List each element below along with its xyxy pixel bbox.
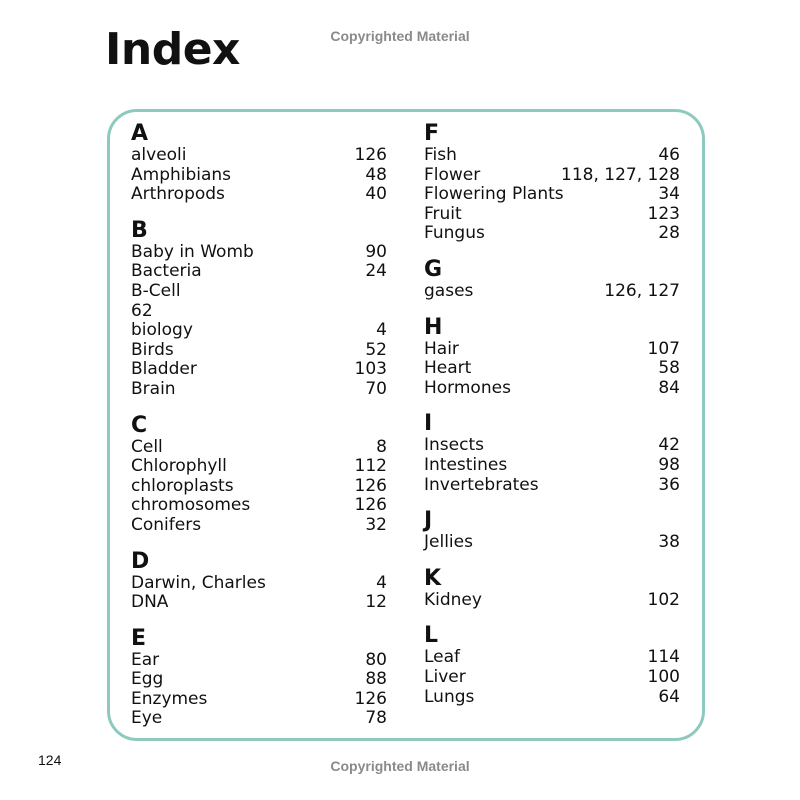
entry-term: Fruit (424, 203, 462, 224)
entry-term: Jellies (424, 532, 473, 553)
entry-pages: 112 (354, 456, 387, 477)
index-entry (424, 648, 680, 668)
index-entry (131, 380, 387, 400)
entry-term: Arthropods (131, 184, 225, 205)
entry-term: Baby in Womb (131, 241, 254, 262)
index-entry (131, 574, 387, 594)
index-entry (424, 185, 680, 205)
entry-pages: 102 (647, 589, 680, 610)
index-entry (424, 340, 680, 360)
index-entry (424, 688, 680, 708)
entry-pages: 103 (354, 359, 387, 380)
index-entry (424, 591, 680, 611)
index-entry (424, 224, 680, 244)
index-section (424, 624, 680, 707)
entry-term: Invertebrates (424, 474, 539, 495)
entry-term: Brain (131, 378, 176, 399)
entry-pages: 80 (365, 649, 387, 670)
entry-pages: 98 (658, 454, 680, 475)
entry-term: alveoli (131, 145, 187, 165)
entry-pages: 70 (365, 378, 387, 399)
index-entry (131, 516, 387, 536)
entry-pages: 12 (365, 592, 387, 613)
section-letter: B (131, 217, 148, 243)
entry-pages: 126 (354, 495, 387, 516)
entry-term: Leaf (424, 647, 461, 668)
index-entry (424, 456, 680, 476)
index-entry (131, 321, 387, 341)
index-section (424, 316, 680, 399)
entry-pages: 90 (365, 241, 387, 262)
index-entry (424, 166, 680, 186)
page-number: 124 (38, 752, 62, 768)
entry-term: Intestines (424, 454, 508, 475)
entry-term: Ear (131, 649, 160, 670)
index-section (131, 550, 387, 613)
entry-term: chromosomes (131, 495, 251, 516)
entry-pages: 126, 127 (604, 280, 680, 301)
index-column-left (131, 122, 387, 743)
index-section (131, 627, 387, 729)
entry-pages: 28 (658, 223, 680, 244)
entry-pages: 88 (365, 669, 387, 690)
section-letter: K (424, 565, 442, 591)
entry-term: Bacteria (131, 261, 202, 282)
entry-pages: 24 (365, 261, 387, 282)
section-letter: A (131, 121, 149, 146)
index-entry (131, 496, 387, 516)
index-entry (131, 341, 387, 361)
index-entry (131, 282, 387, 302)
entry-term: Lungs (424, 686, 475, 707)
entry-term: Egg (131, 669, 164, 690)
index-entry (424, 205, 680, 225)
entry-term: DNA (131, 592, 169, 613)
index-section (131, 414, 387, 536)
entry-pages: 107 (647, 338, 680, 359)
index-entry (424, 379, 680, 399)
entry-pages: 48 (365, 164, 387, 185)
index-section (424, 567, 680, 611)
entry-pages: 8 (376, 436, 387, 457)
entry-pages: 126 (354, 688, 387, 709)
entry-pages: 114 (647, 647, 680, 668)
index-entry (131, 457, 387, 477)
section-letter: G (424, 256, 443, 282)
entry-term: Insects (424, 435, 484, 456)
index-entry (424, 436, 680, 456)
entry-pages: 84 (658, 377, 680, 398)
entry-term: gases (424, 280, 474, 301)
index-entry (424, 359, 680, 379)
entry-term: Kidney (424, 589, 482, 610)
entry-term: 62 (131, 300, 153, 321)
index-entry (131, 438, 387, 458)
entry-term: Chlorophyll (131, 456, 227, 477)
section-letter: F (424, 121, 440, 146)
section-letter: J (424, 508, 433, 534)
index-entry (131, 360, 387, 380)
section-letter: D (131, 548, 150, 574)
entry-term: Cell (131, 436, 163, 457)
section-letter: C (131, 412, 148, 438)
entry-pages: 123 (647, 203, 680, 224)
entry-pages: 4 (376, 320, 387, 341)
entry-term: Eye (131, 708, 163, 729)
section-letter: H (424, 314, 443, 340)
entry-term: biology (131, 320, 193, 341)
index-entry (131, 302, 387, 322)
section-letter: L (424, 623, 439, 649)
index-entry (131, 593, 387, 613)
entry-term: Fungus (424, 223, 485, 244)
entry-pages: 52 (365, 339, 387, 360)
entry-term: Flowering Plants (424, 184, 564, 205)
index-entry (131, 185, 387, 205)
index-section (131, 219, 387, 400)
entry-pages: 58 (658, 358, 680, 379)
page-title: Index (105, 24, 240, 75)
entry-pages: 100 (647, 666, 680, 687)
entry-pages: 36 (658, 474, 680, 495)
index-entry (424, 533, 680, 553)
index-section (424, 509, 680, 553)
entry-term: Amphibians (131, 164, 232, 185)
index-section (424, 412, 680, 495)
entry-term: Flower (424, 164, 481, 185)
entry-pages: 46 (658, 145, 680, 165)
index-entry (131, 690, 387, 710)
index-entry (131, 670, 387, 690)
entry-term: Liver (424, 666, 466, 687)
index-section (424, 258, 680, 302)
entry-pages: 42 (658, 435, 680, 456)
index-entry (131, 243, 387, 263)
entry-term: Conifers (131, 514, 202, 535)
entry-term: Birds (131, 339, 174, 360)
entry-term: Heart (424, 358, 472, 379)
entry-term: chloroplasts (131, 475, 234, 496)
index-entry (131, 477, 387, 497)
entry-term: Fish (424, 145, 457, 165)
entry-pages: 64 (658, 686, 680, 707)
index-column-right (424, 122, 680, 721)
index-entry (131, 262, 387, 282)
entry-term: Hair (424, 338, 459, 359)
index-entry (131, 709, 387, 729)
index-entry (424, 146, 680, 166)
entry-pages: 34 (658, 184, 680, 205)
entry-pages: 126 (354, 475, 387, 496)
entry-pages: 126 (354, 145, 387, 165)
entry-pages: 38 (658, 532, 680, 553)
copyright-notice-top: Copyrighted Material (330, 28, 470, 44)
index-entry (424, 668, 680, 688)
entry-term: Enzymes (131, 688, 208, 709)
index-entry (131, 166, 387, 186)
index-entry (131, 651, 387, 671)
section-letter: E (131, 625, 147, 651)
index-box (107, 109, 705, 741)
entry-pages: 118, 127, 128 (561, 164, 680, 185)
entry-term: Hormones (424, 377, 511, 398)
copyright-notice-bottom: Copyrighted Material (330, 758, 470, 774)
section-letter: I (424, 411, 433, 437)
entry-pages: 32 (365, 514, 387, 535)
entry-pages: 78 (365, 708, 387, 729)
entry-pages: 4 (376, 572, 387, 593)
index-section (131, 122, 387, 205)
index-section (424, 122, 680, 244)
entry-term: Bladder (131, 359, 197, 380)
index-entry (424, 476, 680, 496)
entry-pages: 40 (365, 184, 387, 205)
index-entry (131, 146, 387, 166)
entry-term: B-Cell (131, 280, 181, 301)
index-entry (424, 282, 680, 302)
entry-term: Darwin, Charles (131, 572, 266, 593)
